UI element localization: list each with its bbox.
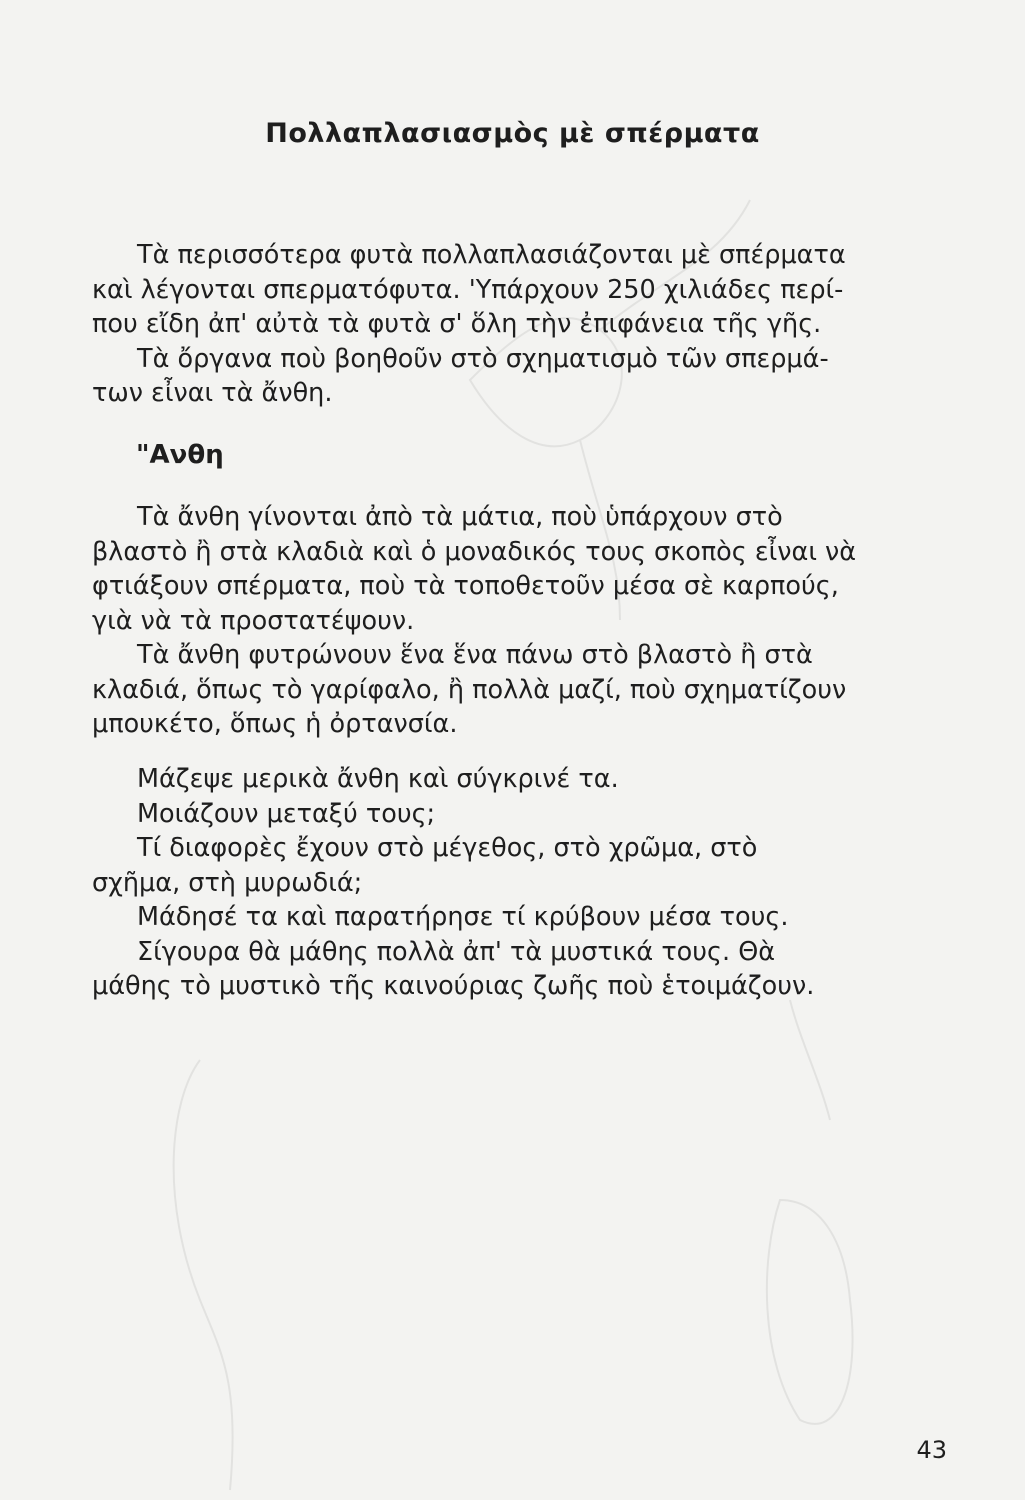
intro-line: Τὰ περισσότερα φυτὰ πολλαπλασιάζονται μὲ σπέρματα — [137, 240, 846, 270]
activity-paragraph — [92, 762, 938, 1004]
activity-line: Τί διαφορὲς ἔχουν στὸ μέγεθος, στὸ χρῶμα, στὸ — [137, 833, 758, 863]
intro-line: των εἶναι τὰ ἄνθη. — [92, 378, 333, 408]
activity-line: Σίγουρα θὰ μάθης πολλὰ ἀπ' τὰ μυστικά τους. Θὰ — [137, 936, 776, 967]
flowers-line: κλαδιά, ὅπως τὸ γαρίφαλο, ἢ πολλὰ μαζί, ποὺ σχηματίζουν — [92, 674, 847, 705]
intro-line: που εἴδη ἀπ' αὐτὰ τὰ φυτὰ σ' ὅλη τὴν ἐπιφάνεια τῆς γῆς. — [92, 309, 822, 339]
flowers-line: βλαστὸ ἢ στὰ κλαδιὰ καὶ ὁ μοναδικός τους σκοπὸς εἶναι νὰ — [92, 536, 857, 567]
flowers-line: φτιάξουν σπέρματα, ποὺ τὰ τοποθετοῦν μέσα σὲ καρπούς, — [92, 571, 839, 601]
page-number: 43 — [916, 1436, 947, 1464]
flowers-line: μπουκέτο, ὅπως ἡ ὀρτανσία. — [92, 709, 458, 739]
page-title: Πολλαπλασιασμὸς μὲ σπέρματα — [265, 118, 760, 149]
intro-paragraph — [92, 238, 938, 411]
flowers-line: γιὰ νὰ τὰ προστατέψουν. — [92, 605, 415, 636]
activity-line: Μάδησέ τα καὶ παρατήρησε τί κρύβουν μέσα τους. — [137, 902, 789, 932]
activity-line: Μοιάζουν μεταξύ τους; — [137, 798, 436, 829]
activity-line: Μάζεψε μερικὰ ἄνθη καὶ σύγκρινέ τα. — [137, 764, 619, 794]
activity-line: μάθης τὸ μυστικὸ τῆς καινούριας ζωῆς ποὺ ἑτοιμάζουν. — [92, 971, 815, 1001]
flowers-line: Τὰ ἄνθη γίνονται ἀπὸ τὰ μάτια, ποὺ ὑπάρχουν στὸ — [137, 502, 783, 532]
intro-line: Τὰ ὄργανα ποὺ βοηθοῦν στὸ σχηματισμὸ τῶν σπερμά- — [137, 343, 829, 374]
activity-line: σχῆμα, στὴ μυρωδιά; — [92, 867, 363, 898]
section-heading: "Ανθη — [136, 440, 224, 470]
flowers-line: Τὰ ἄνθη φυτρώνουν ἕνα ἕνα πάνω στὸ βλαστὸ ἢ στὰ — [137, 640, 813, 670]
intro-line: καὶ λέγονται σπερματόφυτα. 'Υπάρχουν 250 χιλιάδες περί- — [92, 274, 844, 305]
flowers-paragraph — [92, 500, 938, 742]
